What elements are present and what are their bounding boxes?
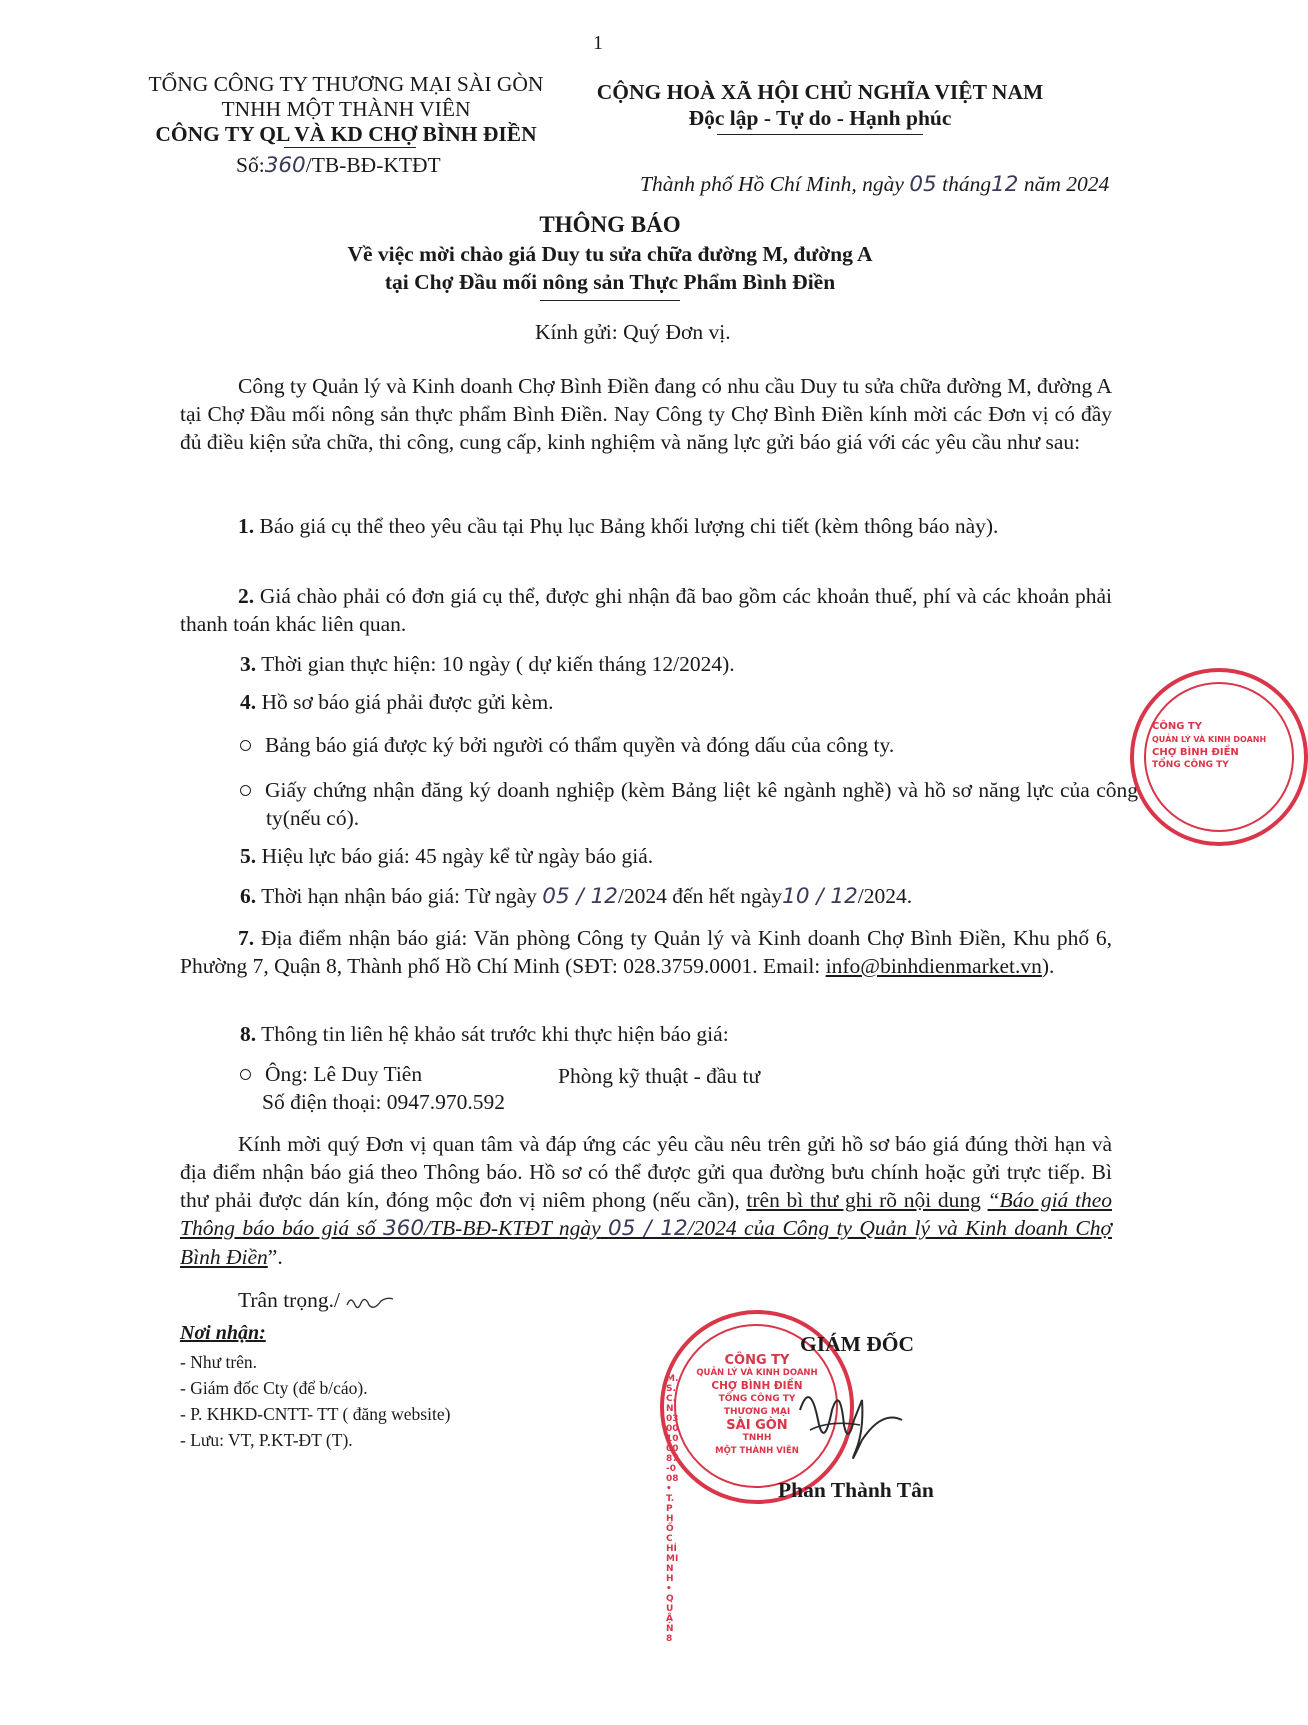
list-subitem-business-license: Giấy chứng nhận đăng ký doanh nghiệp (kèm Bảng liệt kê ngành nghề) và hồ sơ năng lực của công ty(nếu có). <box>240 776 1138 832</box>
partial-seal-right-edge: CÔNG TY QUẢN LÝ VÀ KINH DOANH CHỢ BÌNH ĐIỀN TỔNG CÔNG TY <box>1130 668 1308 846</box>
initials-signature-icon <box>345 1291 395 1313</box>
email-link[interactable]: info@binhdienmarket.vn <box>825 954 1042 978</box>
list-item-6: 6. Thời hạn nhận báo giá: Từ ngày 05 / 12/2024 đến hết ngày10 / 12/2024. <box>240 884 913 909</box>
quoted-subject: “Báo giá theo Thông báo báo giá số 360/TB-BĐ-KTĐT ngày 05 / 12/2024 của Công ty Quản lý và Kinh doanh Chợ Bình Điền <box>180 1188 1113 1269</box>
contact-phone: Số điện thoại: 0947.970.592 <box>262 1090 506 1114</box>
regards: Trân trọng./ <box>238 1288 395 1313</box>
intro-paragraph: Công ty Quản lý và Kinh doanh Chợ Bình Điền đang có nhu cầu Duy tu sửa chữa đường M, đường A tại Chợ Đầu mối nông sản thực phẩm Bình Điền. Nay Công ty Chợ Bình Điền kính mời các Đơn vị có đầy đủ điều kiện sửa chữa, thi công, cung cấp, kinh nghiệm và năng lực gửi báo giá với các yêu cầu như sau: <box>180 374 1112 454</box>
contact-name: Ông: Lê Duy Tiên <box>240 1062 422 1087</box>
issuer-underline <box>284 147 416 148</box>
list-item-2: 2. Giá chào phải có đơn giá cụ thể, được ghi nhận đã bao gồm các khoản thuế, phí và các khoản phải thanh toán khác liên quan. <box>180 584 1113 636</box>
list-subitem-price-sheet: Bảng báo giá được ký bởi người có thẩm quyền và đóng dấu của công ty. <box>240 733 894 758</box>
recipients-heading: Nơi nhận: <box>180 1322 266 1344</box>
salutation: Kính gửi: Quý Đơn vị. <box>535 320 731 344</box>
recipient-line: - Lưu: VT, P.KT-ĐT (T). <box>180 1430 353 1450</box>
bullet-circle-icon <box>240 1069 251 1080</box>
list-item-5: 5. Hiệu lực báo giá: 45 ngày kể từ ngày báo giá. <box>240 844 654 868</box>
document-title: THÔNG BÁO <box>539 212 681 237</box>
recipient-line: - Giám đốc Cty (để b/cáo). <box>180 1378 368 1398</box>
national-title: CỘNG HOÀ XÃ HỘI CHỦ NGHĨA VIỆT NAM <box>596 80 1044 104</box>
issuer-line-3: CÔNG TY QL VÀ KD CHỢ BÌNH ĐIỀN <box>155 122 537 146</box>
list-item-8: 8. Thông tin liên hệ khảo sát trước khi thực hiện báo giá: <box>240 1022 729 1046</box>
page-number: 1 <box>593 32 603 54</box>
list-item-1: 1. Báo giá cụ thể theo yêu cầu tại Phụ lục Bảng khối lượng chi tiết (kèm thông báo này). <box>238 514 999 538</box>
closing-paragraph: Kính mời quý Đơn vị quan tâm và đáp ứng các yêu cầu nêu trên gửi hồ sơ báo giá đúng thời hạn và địa điểm nhận báo giá theo Thông báo. Hồ sơ có thể được gửi qua đường bưu chính hoặc gửi trực tiếp. Bì thư phải được dán kín, đóng mộc đơn vị niêm phong (nếu cần), trên bì thư ghi rõ nội dung “Báo giá theo Thông báo báo giá số 360/TB-BĐ-KTĐT ngày 05 / 12/2024 của Công ty Quản lý và Kinh doanh Chợ Bình Điền”. <box>180 1132 1113 1269</box>
issuer-line-1: TỔNG CÔNG TY THƯƠNG MẠI SÀI GÒN <box>148 72 544 96</box>
recipient-line: - Như trên. <box>180 1352 258 1372</box>
issuer-line-2: TNHH MỘT THÀNH VIÊN <box>221 97 471 121</box>
signatory-title: GIÁM ĐỐC <box>800 1332 915 1356</box>
subject-underline <box>540 300 680 301</box>
document-number: Số:360/TB-BĐ-KTĐT <box>236 153 441 178</box>
recipient-line: - P. KHKD-CNTT- TT ( đăng website) <box>180 1404 451 1424</box>
list-item-4: 4. Hồ sơ báo giá phải được gửi kèm. <box>240 690 554 714</box>
handwritten-signature-icon <box>780 1370 920 1480</box>
bullet-circle-icon <box>240 785 251 796</box>
bullet-circle-icon <box>240 740 251 751</box>
document-subject-line-1: Về việc mời chào giá Duy tu sửa chữa đường M, đường A <box>347 242 873 266</box>
company-seal: CÔNG TY QUẢN LÝ VÀ KINH DOANH CHỢ BÌNH ĐIỀN TỔNG CÔNG TY THƯƠNG MẠI SÀI GÒN TNHH MỘT THÀNH VIÊN M.S.C.N:0300100087-008 • T.P HỒ CHÍ MINH • QUẬN 8 <box>660 1310 854 1504</box>
seal-ring-text: M.S.C.N:0300100087-008 • T.P HỒ CHÍ MINH • QUẬN 8 <box>666 1374 679 1644</box>
list-item-3: 3. Thời gian thực hiện: 10 ngày ( dự kiến tháng 12/2024). <box>240 652 735 676</box>
list-item-7: 7. Địa điểm nhận báo giá: Văn phòng Công ty Quản lý và Kinh doanh Chợ Bình Điền, Khu phố 6, Phường 7, Quận 8, Thành phố Hồ Chí Minh (SĐT: 028.3759.0001. Email: info@binhdienmarket.vn). <box>180 926 1113 978</box>
contact-department: Phòng kỹ thuật - đầu tư <box>558 1064 761 1088</box>
signatory-name: Phan Thành Tân <box>778 1478 934 1502</box>
document-date: Thành phố Hồ Chí Minh, ngày 05 tháng12 năm 2024 <box>640 172 1110 197</box>
document-subject-line-2: tại Chợ Đầu mối nông sản Thực Phẩm Bình Điền <box>384 270 836 294</box>
national-motto: Độc lập - Tự do - Hạnh phúc <box>688 106 952 130</box>
motto-underline <box>717 134 923 135</box>
